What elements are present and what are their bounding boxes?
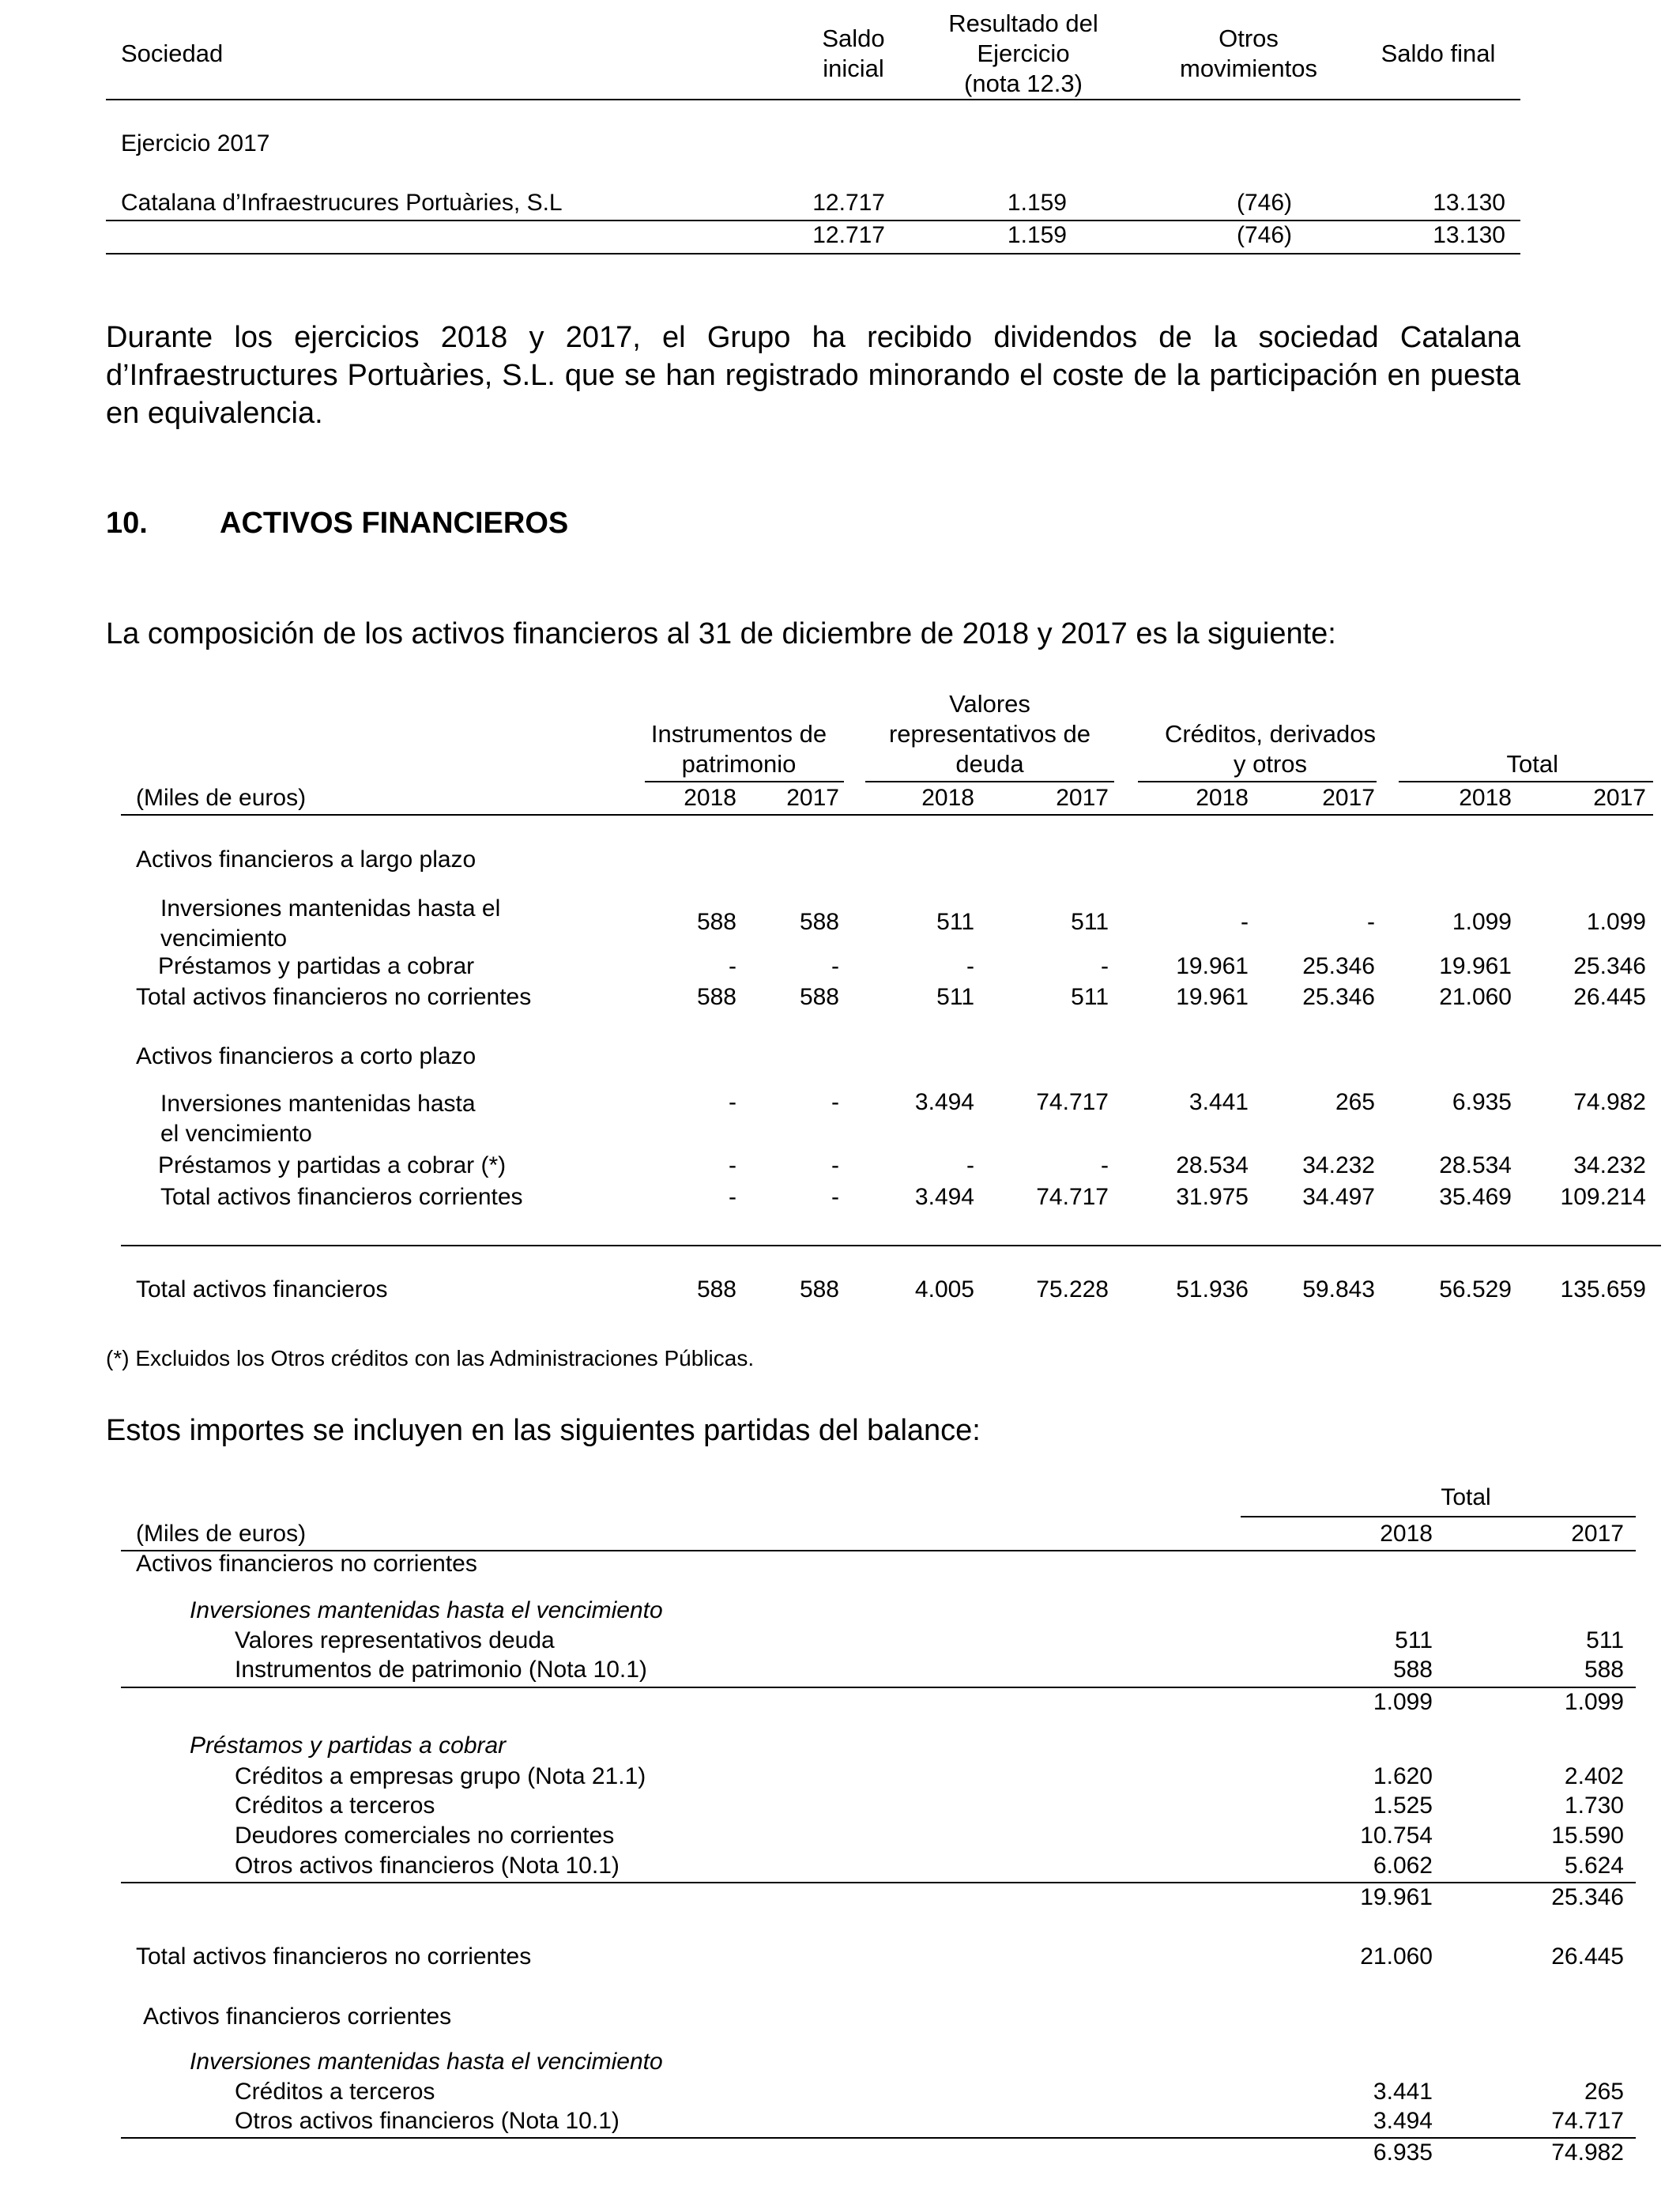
cell: 25.346	[1302, 984, 1375, 1010]
cell: 1.099	[1564, 1689, 1624, 1715]
paragraph-partidas-balance: Estos importes se incluyen en las siguientes partidas del balance:	[106, 1414, 981, 1447]
cell: 74.717	[1036, 1089, 1109, 1115]
cell: 21.060	[1360, 1943, 1433, 1970]
cell: 6.062	[1373, 1853, 1433, 1879]
unit-label: (Miles de euros)	[136, 785, 307, 811]
cell: 26.445	[1551, 1943, 1624, 1970]
year-header: 2018	[921, 785, 974, 811]
cell: 1.525	[1373, 1793, 1433, 1819]
cell: -	[729, 953, 736, 979]
row-label: Catalana d’Infraestrucures Portuàries, S.L	[121, 190, 563, 216]
cell: 588	[799, 984, 839, 1010]
row-label: Préstamos y partidas a cobrar	[158, 953, 475, 979]
year-header: 2017	[1593, 785, 1646, 811]
cell: 21.060	[1439, 984, 1512, 1010]
row-label: Total activos financieros no corrientes	[136, 984, 532, 1010]
cell: 588	[799, 909, 839, 935]
footnote: (*) Excluidos los Otros créditos con las Administraciones Públicas.	[106, 1346, 755, 1370]
cell: 25.346	[1551, 1884, 1624, 1910]
paragraph-composicion: La composición de los activos financieros al 31 de diciembre de 2018 y 2017 es la siguiente:	[106, 617, 1336, 650]
year-header: 2018	[1459, 785, 1512, 811]
col-header-otros-movimientos: Otros movimientos	[1180, 25, 1317, 82]
cell: -	[729, 1152, 736, 1178]
cell: 13.130	[1433, 190, 1505, 216]
cell: 588	[696, 1276, 736, 1302]
rule	[1241, 1516, 1636, 1517]
cell: 265	[1584, 2079, 1624, 2105]
cell: 511	[1071, 909, 1109, 935]
rule	[1399, 781, 1653, 782]
cell: 511	[1395, 1627, 1433, 1653]
row-label: Total activos financieros no corrientes	[136, 1943, 532, 1970]
cell: -	[1101, 1152, 1109, 1178]
cell: -	[1241, 909, 1249, 935]
rule	[121, 1245, 1661, 1246]
cell: 265	[1335, 1089, 1375, 1115]
cell: 12.717	[812, 190, 885, 216]
cell: 588	[1392, 1657, 1433, 1683]
rule	[106, 220, 1520, 221]
cell: -	[729, 1089, 736, 1115]
cell: 26.445	[1573, 984, 1646, 1010]
cell: 19.961	[1176, 984, 1249, 1010]
cell: 10.754	[1360, 1823, 1433, 1849]
col-header-total: Total	[1441, 1484, 1491, 1510]
cell: 19.961	[1439, 953, 1512, 979]
cell: 1.620	[1373, 1763, 1433, 1789]
rule	[106, 99, 1520, 100]
group-header-valores: Valores representativos de deuda	[888, 690, 1091, 778]
cell: 31.975	[1176, 1184, 1249, 1210]
cell: -	[966, 1152, 974, 1178]
cell: 4.005	[914, 1276, 974, 1302]
cell: 3.494	[1373, 2108, 1433, 2134]
row-label: Total activos financieros	[136, 1276, 388, 1302]
section-no-corrientes: Activos financieros no corrientes	[136, 1551, 477, 1577]
year-header: 2018	[684, 785, 736, 811]
year-header: 2018	[1196, 785, 1249, 811]
col-header-saldo-inicial: Saldo inicial	[822, 25, 885, 82]
cell: 51.936	[1176, 1276, 1249, 1302]
rule	[121, 814, 1653, 816]
cell: 19.961	[1176, 953, 1249, 979]
cell: 588	[696, 909, 736, 935]
year-header: 2017	[1056, 785, 1109, 811]
cell: 74.982	[1551, 2139, 1624, 2166]
group-header-instrumentos: Instrumentos de patrimonio	[650, 720, 827, 778]
cell: 6.935	[1373, 2139, 1433, 2166]
subsection-prestamos: Préstamos y partidas a cobrar	[190, 1732, 507, 1759]
row-label: Otros activos financieros (Nota 10.1)	[235, 2108, 620, 2134]
cell: 19.961	[1360, 1884, 1433, 1910]
year-header: 2018	[1380, 1521, 1433, 1547]
row-label: Deudores comerciales no corrientes	[235, 1823, 615, 1849]
section-corto-plazo: Activos financieros a corto plazo	[136, 1043, 477, 1069]
cell: 35.469	[1439, 1184, 1512, 1210]
cell: 12.717	[812, 222, 885, 248]
cell: 1.159	[1007, 190, 1067, 216]
rule	[645, 781, 844, 782]
col-header-resultado: Resultado del Ejercicio (nota 12.3)	[948, 9, 1098, 97]
year-header: 2017	[1322, 785, 1375, 811]
row-label: Total activos financieros corrientes	[160, 1184, 523, 1210]
col-header-saldo-final: Saldo final	[1381, 40, 1496, 67]
cell: 13.130	[1433, 222, 1505, 248]
cell: 1.099	[1586, 909, 1646, 935]
row-label: Créditos a empresas grupo (Nota 21.1)	[235, 1763, 646, 1789]
subsection-inversiones-corrientes: Inversiones mantenidas hasta el vencimiento	[190, 2049, 663, 2075]
cell: 2.402	[1564, 1763, 1624, 1789]
section-corrientes: Activos financieros corrientes	[143, 2004, 452, 2030]
section-ejercicio-2017: Ejercicio 2017	[121, 130, 270, 156]
cell: 75.228	[1036, 1276, 1109, 1302]
subsection-inversiones: Inversiones mantenidas hasta el vencimiento	[190, 1597, 663, 1623]
cell: -	[729, 1184, 736, 1210]
cell: 3.441	[1373, 2079, 1433, 2105]
cell: 3.494	[914, 1089, 974, 1115]
cell: 511	[1071, 984, 1109, 1010]
col-header-sociedad: Sociedad	[121, 40, 224, 67]
cell: 135.659	[1560, 1276, 1646, 1302]
cell: -	[831, 1152, 839, 1178]
rule	[865, 781, 1114, 782]
cell: 74.717	[1551, 2108, 1624, 2134]
cell: -	[966, 953, 974, 979]
cell: 34.232	[1573, 1152, 1646, 1178]
cell: 28.534	[1176, 1152, 1249, 1178]
cell: 74.717	[1036, 1184, 1109, 1210]
cell: 28.534	[1439, 1152, 1512, 1178]
rule	[1138, 781, 1377, 782]
cell: 1.159	[1007, 222, 1067, 248]
cell: 511	[936, 984, 974, 1010]
rule	[121, 2137, 1636, 2139]
cell: 1.099	[1452, 909, 1512, 935]
cell: 3.494	[914, 1184, 974, 1210]
section-number: 10.	[106, 507, 148, 540]
cell: -	[831, 1184, 839, 1210]
cell: 56.529	[1439, 1276, 1512, 1302]
rule	[121, 1882, 1636, 1883]
row-label: Otros activos financieros (Nota 10.1)	[235, 1853, 620, 1879]
row-label: Préstamos y partidas a cobrar (*)	[158, 1152, 507, 1178]
row-label: Créditos a terceros	[235, 2079, 435, 2105]
rule	[121, 1687, 1636, 1688]
year-header: 2017	[1571, 1521, 1624, 1547]
cell: 3.441	[1188, 1089, 1249, 1115]
row-label: Instrumentos de patrimonio (Nota 10.1)	[235, 1657, 647, 1683]
cell: (746)	[1236, 222, 1292, 248]
cell: 1.099	[1373, 1689, 1433, 1715]
cell: 511	[936, 909, 974, 935]
cell: 588	[799, 1276, 839, 1302]
cell: 1.730	[1564, 1793, 1624, 1819]
year-header: 2017	[786, 785, 839, 811]
cell: 34.232	[1302, 1152, 1375, 1178]
cell: 588	[696, 984, 736, 1010]
paragraph-dividendos: Durante los ejercicios 2018 y 2017, el Grupo ha recibido dividendos de la sociedad Catalana d’Infraestructures Portuàries, S.L. que se han registrado minorando el coste de la participación en puesta en equivalencia.	[106, 321, 1520, 430]
cell: 15.590	[1551, 1823, 1624, 1849]
cell: -	[1367, 909, 1375, 935]
row-label: Inversiones mantenidas hasta el vencimiento	[160, 895, 501, 952]
group-header-creditos: Créditos, derivados y otros	[1164, 720, 1377, 778]
cell: 511	[1586, 1627, 1624, 1653]
cell: 34.497	[1302, 1184, 1375, 1210]
section-title: ACTIVOS FINANCIEROS	[220, 507, 569, 540]
rule	[106, 253, 1520, 254]
cell: 25.346	[1573, 953, 1646, 979]
cell: 25.346	[1302, 953, 1375, 979]
row-label: Inversiones mantenidas hasta el vencimiento	[160, 1091, 476, 1147]
cell: 59.843	[1302, 1276, 1375, 1302]
unit-label: (Miles de euros)	[136, 1521, 307, 1547]
cell: 5.624	[1564, 1853, 1624, 1879]
row-label: Créditos a terceros	[235, 1793, 435, 1819]
cell: 6.935	[1452, 1089, 1512, 1115]
section-largo-plazo: Activos financieros a largo plazo	[136, 846, 477, 873]
cell: -	[831, 953, 839, 979]
row-label: Valores representativos deuda	[235, 1627, 555, 1653]
cell: -	[831, 1089, 839, 1115]
cell: (746)	[1236, 190, 1292, 216]
cell: 588	[1584, 1657, 1624, 1683]
group-header-total: Total	[1506, 750, 1558, 778]
cell: 109.214	[1560, 1184, 1646, 1210]
cell: 74.982	[1573, 1089, 1646, 1115]
cell: -	[1101, 953, 1109, 979]
